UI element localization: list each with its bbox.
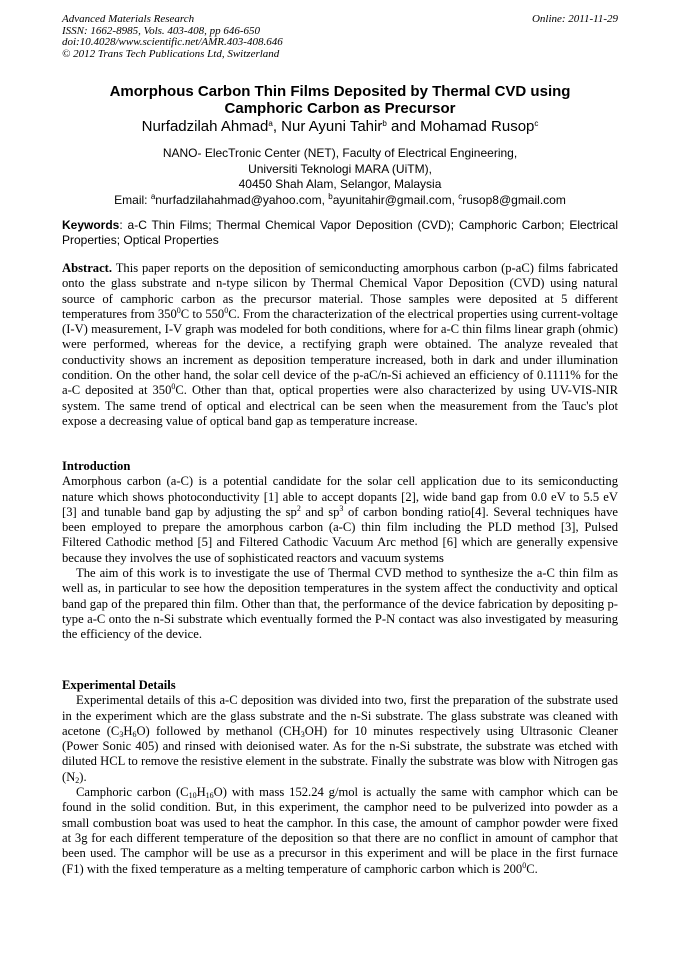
affiliation-line-1: NANO- ElecTronic Center (NET), Faculty of Electrical Engineering, bbox=[162, 146, 518, 160]
experimental-paragraph-1 bbox=[62, 693, 618, 785]
author-1: Nurfadzilah Ahmad bbox=[141, 118, 269, 135]
journal-header bbox=[62, 14, 618, 60]
exp-text: O) with mass 152.24 g/mol is actually the same with camphor which can be found in the solid condition. But, in this experiment, the camphor need to be pulverized into powder as a small combustion boat was used to heat the camphor. In this case, the amount of camphor powder were fixed at 3g for each different temperature of the deposition so that there are no conflict in amount of camphor that been used. The camphor will be use as a precursor in this experiment and will be place in the first furnace (F1) with the fixed temperature as a melting temperature of camphoric carbon which is 200 bbox=[62, 785, 618, 876]
superscript: 0 bbox=[522, 860, 527, 870]
experimental-heading: Experimental Details bbox=[62, 678, 176, 692]
superscript: 0 bbox=[224, 305, 229, 315]
superscript: 0 bbox=[176, 305, 181, 315]
subscript: 2 bbox=[75, 775, 80, 785]
email-label: Email: bbox=[114, 192, 151, 207]
abstract-label: Abstract. bbox=[62, 261, 113, 275]
introduction-heading: Introduction bbox=[62, 459, 131, 473]
email-mark-a: a bbox=[150, 191, 156, 201]
email-mark-c: c bbox=[458, 191, 463, 201]
issn-line: ISSN: 1662-8985, Vols. 403-408, pp 646-650 bbox=[62, 24, 260, 37]
abstract-text: C to 550 bbox=[180, 306, 225, 321]
exp-text: Experimental details of this a-C deposition was divided into two, first the preparation of the substrate used in the experiment which are the glass substrate and the n-Si substrate. The glass substrate was cleaned with acetone (C bbox=[62, 693, 618, 738]
online-date: Online: 2011-11-29 bbox=[531, 13, 618, 25]
keywords-block bbox=[62, 218, 618, 247]
author-3-mark: c bbox=[534, 119, 539, 128]
introduction-section bbox=[62, 459, 618, 643]
exp-text: H bbox=[196, 785, 206, 800]
affiliation-block bbox=[62, 146, 618, 208]
abstract-text: C. From the characterization of the electrical properties using current-voltage (I-V) measurement, I-V graph was modeled for both conditions, where for a-C thin films linear graph (ohmic) were performed, whereas for the device, a rectifying graph were obtained. The analyze revealed that conductivity shows an increment as deposition temperature increased, both in dark and under illumination condition. On the other hand, the solar cell device of the p-aC/n-Si achieved an efficiency of 0.1111% for the a-C deposited at 350 bbox=[62, 306, 619, 398]
experimental-section bbox=[62, 678, 618, 877]
title-line-2: Camphoric Carbon as Precursor bbox=[224, 100, 456, 117]
introduction-paragraph-1 bbox=[62, 474, 618, 566]
intro-text: Amorphous carbon (a-C) is a potential candidate for the solar cell application due to its semiconducting nature which shows photoconductivity [1] able to accept dopants [2], wide band gap from 0.0 eV to 5.5 eV [3] and tunable band gap by adjusting the sp bbox=[62, 474, 618, 519]
abstract-paragraph bbox=[62, 261, 618, 429]
subscript: 16 bbox=[205, 791, 214, 801]
superscript: 3 bbox=[339, 503, 344, 513]
author-2-mark: b bbox=[382, 119, 387, 128]
title-line-1: Amorphous Carbon Thin Films Deposited by Thermal CVD using bbox=[109, 83, 571, 100]
introduction-paragraph-2: The aim of this work is to investigate the use of Thermal CVD method to synthesize the a-C thin film as well as, in particular to see how the deposition temperatures in the system affect the conductivity and optical band gap of the prepared thin film. Other than that, the performance of the device fabrication by depositing p-type a-C onto the n-Si substrate which eventually formed the P-N contact was also investigated by measuring the efficiency of the device. bbox=[62, 566, 618, 642]
author-3: Mohamad Rusop bbox=[420, 118, 535, 135]
exp-text: Camphoric carbon (C bbox=[76, 785, 189, 800]
subscript: 6 bbox=[132, 729, 137, 739]
email-line bbox=[62, 193, 618, 209]
keywords-text: : a-C Thin Films; Thermal Chemical Vapor Deposition (CVD); Camphoric Carbon; Electrical Properties; Optical Properties bbox=[62, 218, 618, 247]
email-link-b[interactable]: ayunitahir@gmail.com, bbox=[332, 192, 459, 207]
author-separator: and bbox=[386, 118, 421, 135]
email-link-a[interactable]: nurfadzilahahmad@yahoo.com, bbox=[155, 192, 329, 207]
subscript: 3 bbox=[300, 729, 305, 739]
affiliation-line-2: Universiti Teknologi MARA (UiTM), bbox=[248, 161, 432, 176]
author-list bbox=[62, 118, 618, 135]
exp-text: C. bbox=[526, 861, 538, 876]
paper-title bbox=[62, 83, 618, 117]
intro-text: and sp bbox=[300, 504, 340, 519]
experimental-paragraph-2 bbox=[62, 785, 618, 877]
exp-text: ). bbox=[79, 769, 87, 784]
email-link-c[interactable]: rusop8@gmail.com bbox=[462, 192, 566, 207]
author-1-mark: a bbox=[268, 119, 273, 128]
doi-line: doi:10.4028/www.scientific.net/AMR.403-408.646 bbox=[62, 36, 283, 48]
abstract-text: C. Other than that, optical properties were also characterized by using UV-VIS-NIR system. The same trend of optical and electrical can be seen when the measurement from the Tauc's plot expose a decreasing value of optical band gap as temperature increase. bbox=[62, 383, 618, 428]
abstract-text: This paper reports on the deposition of semiconducting amorphous carbon (p-aC) films fabricated onto the glass substrate and n-type silicon by Thermal Chemical Vapor Deposition (CVD) using natural source of camphoric carbon as the precursor material. Those samples were deposited at 5 different temperatures from 350 bbox=[62, 261, 618, 321]
exp-text: H bbox=[123, 723, 133, 738]
keywords-label: Keywords bbox=[62, 218, 120, 232]
author-separator: , bbox=[272, 118, 282, 135]
superscript: 2 bbox=[296, 503, 301, 513]
exp-text: OH) for 10 minutes respectively using Ultrasonic Cleaner (Power Sonic 405) and rinsed with deionised water. As for the n-Si substrate, the substrate was etched with diluted HCL to remove the resistive element in the substrate. Finally the substrate was blow with Nitrogen gas (N bbox=[62, 723, 618, 784]
author-2: Nur Ayuni Tahir bbox=[281, 118, 383, 135]
intro-text: of carbon bonding ratio[4]. Several techniques have been employed to prepare the amorphous carbon (a-C) thin film including the PLD method [3], Pulsed Filtered Cathodic method [5] and Filtered Cathodic Vacuum Arc method [6] which are generally expensive because they involves the use of sophisticated reactors and vacuum systems bbox=[62, 504, 618, 565]
journal-name: Advanced Materials Research bbox=[62, 13, 195, 25]
subscript: 10 bbox=[188, 791, 197, 801]
exp-text: O) followed by methanol (CH bbox=[136, 723, 301, 738]
subscript: 3 bbox=[119, 729, 124, 739]
affiliation-line-3: 40450 Shah Alam, Selangor, Malaysia bbox=[238, 177, 442, 191]
copyright-line: © 2012 Trans Tech Publications Ltd, Switzerland bbox=[62, 47, 280, 60]
superscript: 0 bbox=[171, 382, 176, 392]
email-mark-b: b bbox=[328, 191, 333, 201]
abstract-block bbox=[62, 261, 618, 429]
